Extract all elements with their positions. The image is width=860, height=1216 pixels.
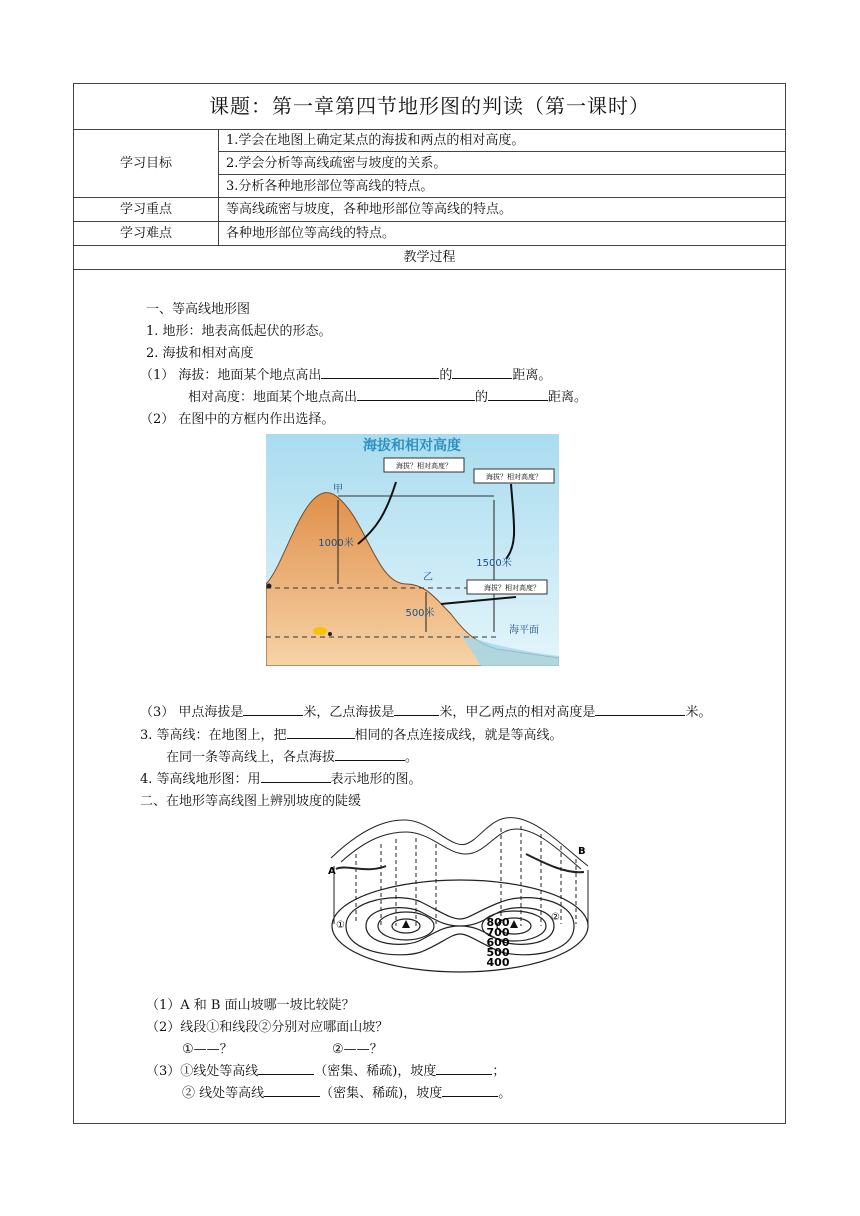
contour-lines <box>332 880 588 972</box>
sec1-line3-b: 的 <box>439 368 453 383</box>
difficulties-text: 各种地形部位等高线的特点。 <box>226 226 396 241</box>
sec2-q3 <box>146 1060 505 1079</box>
contour-l2a: 在同一条等高线上，各点海拔 <box>166 750 336 765</box>
blank-field[interactable] <box>394 703 439 716</box>
difficulties-label: 学习难点 <box>74 222 219 245</box>
key-points-text: 等高线疏密与坡度，各种地形部位等高线的特点。 <box>226 202 513 217</box>
sec1-line4-c: 距离。 <box>548 390 588 405</box>
blank-field[interactable] <box>452 366 512 379</box>
label-A: A <box>328 866 336 877</box>
blank-field[interactable] <box>335 748 405 761</box>
sec2-q4a: ② 线处等高线 <box>182 1086 265 1101</box>
contour-label-600: 600 <box>486 936 510 949</box>
contour-l3b: 表示地形的图。 <box>330 772 422 787</box>
blank-field[interactable] <box>436 1062 492 1075</box>
objective-2: 2.学会分析等高线疏密与坡度的关系。 <box>219 152 785 175</box>
sec1-line5: （2） 在图中的方框内作出选择。 <box>140 412 335 427</box>
label-line1: ① <box>336 920 345 931</box>
sec1-line3-a: （1） 海拔：地面某个地点高出 <box>140 368 322 383</box>
sec1-line3-c: 距离。 <box>512 368 552 383</box>
q3-a: （3） 甲点海拔是 <box>140 705 244 720</box>
label-500: 500米 <box>405 608 435 619</box>
sec2-q4c: 。 <box>498 1086 512 1101</box>
label-yi: 乙 <box>423 572 433 583</box>
label-B: B <box>578 846 586 857</box>
sec1-line2: 2. 海拔和相对高度 <box>146 346 254 361</box>
sec2-q4 <box>182 1082 511 1101</box>
page-title: 课题：第一章第四节地形图的判读（第一课时） <box>74 84 785 130</box>
altitude-diagram <box>266 434 559 666</box>
blank-field[interactable] <box>243 703 303 716</box>
sec1-line4 <box>188 386 587 405</box>
contour-l2b: 。 <box>405 750 419 765</box>
section1-heading: 一、等高线地形图 <box>146 302 251 317</box>
sec1-line1: 1. 地形：地表高低起伏的形态。 <box>146 324 332 339</box>
contour-line2 <box>166 746 418 765</box>
q3-d: 米。 <box>685 705 712 720</box>
peak-a-marker <box>402 920 410 928</box>
contour-diagram <box>326 814 594 986</box>
sec1-line3 <box>140 364 551 383</box>
sec2-q1: （1）A 和 B 面山坡哪一坡比较陡？ <box>146 998 355 1013</box>
sec2-q3b: （密集、稀疏)，坡度 <box>314 1064 437 1079</box>
key-points-row <box>74 198 785 222</box>
blank-field[interactable] <box>321 366 439 379</box>
sec2-q2: （2）线段①和线段②分别对应哪面山坡？ <box>146 1020 389 1035</box>
lesson-table <box>73 83 786 1124</box>
sun-marker <box>313 627 327 635</box>
difficulties-row <box>74 222 785 246</box>
contour-line1 <box>140 724 563 743</box>
peak-b-marker <box>510 920 518 928</box>
contour-l1a: 3. 等高线：在地图上，把 <box>140 728 287 743</box>
box-1-text: 海拔？相对高度？ <box>396 462 452 470</box>
objectives-row <box>74 129 785 198</box>
key-points-label: 学习重点 <box>74 198 219 221</box>
label-1000: 1000米 <box>318 538 354 549</box>
sec2-q3a: （3）①线处等高线 <box>146 1064 259 1079</box>
objective-3: 3.分析各种地形部位等高线的特点。 <box>226 179 434 194</box>
blank-field[interactable] <box>258 1062 314 1075</box>
q3-line <box>140 701 711 720</box>
sec2-q4b: （密集、稀疏)，坡度 <box>320 1086 443 1101</box>
blank-field[interactable] <box>442 1084 498 1097</box>
label-sea: 海平面 <box>509 625 539 636</box>
sec2-q2a: ①——？ <box>182 1042 233 1057</box>
blank-field[interactable] <box>357 388 475 401</box>
sec2-q3c: ； <box>492 1064 506 1079</box>
contour-label-500: 500 <box>486 946 510 959</box>
box-3-text: 海拔？相对高度？ <box>484 584 540 592</box>
q3-b: 米，乙点海拔是 <box>303 705 395 720</box>
blank-field[interactable] <box>264 1084 320 1097</box>
contour-l3a: 4. 等高线地形图：用 <box>140 772 261 787</box>
label-1500: 1500米 <box>476 558 512 569</box>
contour-l1b: 相同的各点连接成线，就是等高线。 <box>354 728 563 743</box>
label-jia: 甲 <box>333 484 343 495</box>
blank-field[interactable] <box>488 388 548 401</box>
blank-field[interactable] <box>261 770 331 783</box>
point-marker <box>328 632 332 636</box>
objective-1: 1.学会在地图上确定某点的海拔和两点的相对高度。 <box>219 129 785 152</box>
contour-label-700: 700 <box>486 926 510 939</box>
sec1-line4-b: 的 <box>475 390 489 405</box>
sec2-q2b: ②——？ <box>332 1042 383 1057</box>
fig1-title: 海拔和相对高度 <box>363 438 461 454</box>
contour-label-800: 800 <box>486 916 510 929</box>
box-2-text: 海拔？相对高度？ <box>486 473 542 481</box>
blank-field[interactable] <box>287 726 355 739</box>
sec1-line4-a: 相对高度：地面某个地点高出 <box>188 390 358 405</box>
process-label: 教学过程 <box>74 246 785 270</box>
section2-heading: 二、在地形等高线图上辨别坡度的陡缓 <box>140 794 362 809</box>
q3-c: 米，甲乙两点的相对高度是 <box>439 705 596 720</box>
contour-line3 <box>140 768 422 787</box>
terrain-sketch <box>331 818 588 926</box>
blank-field[interactable] <box>595 703 685 716</box>
objectives-label: 学习目标 <box>74 129 219 197</box>
label-line2: ② <box>551 912 560 923</box>
contour-label-400: 400 <box>486 956 510 969</box>
point-marker <box>267 584 272 589</box>
